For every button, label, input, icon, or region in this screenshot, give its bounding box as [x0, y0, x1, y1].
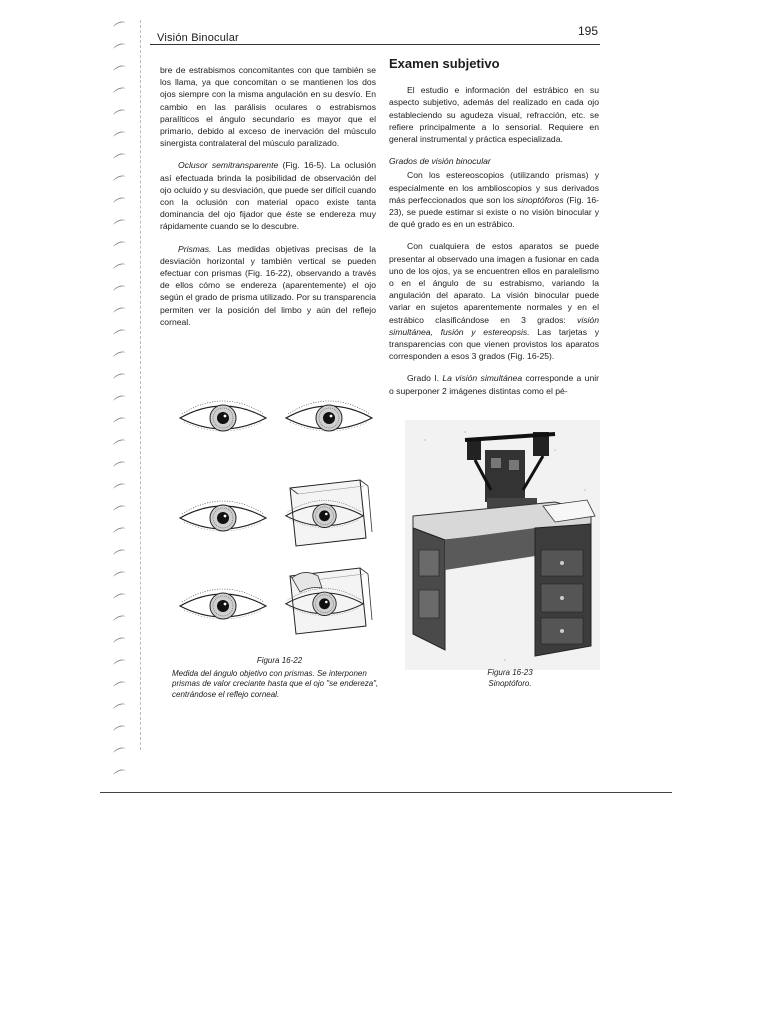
figure-number: Figura 16-23 [487, 668, 533, 677]
subsection-title: Grados de visión binocular [389, 156, 491, 167]
figure-16-22-caption [172, 656, 387, 700]
paragraph-text: (Fig. 16-5). La oclusión así efectuada brinda la posibilidad de observación del ojo ocluido y su desviación, que puede ser difícil cuando con la oclusión con material opaco existe tanta dominancia del ojo fijador que éste se endereza muy rápidamente cuando se lo descubre. [160, 160, 376, 232]
paragraph-text: Las tarjetas y transparencias con que vienen provistos los aparatos corresponden a esos 3 grados (Fig. 16-25). [389, 326, 599, 362]
figure-number: Figura 16-22 [256, 656, 303, 665]
paragraph: bre de estrabismos concomitantes con que también se los llama, ya que concomitan o se mantienen los dos ojos siempre con la misma angulación en su desvío. En cambio en las parálisis oculares o estrabismos paralíticos el ángulo secundario es mayor que el primario, debido al exceso de inervación del músculo sinergista contralateral del músculo paralizado. [160, 65, 376, 149]
running-head: Visión Binocular [157, 32, 239, 44]
spiral-binding-marks: ⌒ ⌒ ⌒ ⌒ ⌒ ⌒ ⌒ ⌒ ⌒ ⌒ ⌒ ⌒ ⌒ ⌒ ⌒ ⌒ ⌒ ⌒ ⌒ ⌒ ⌒ ⌒ ⌒ ⌒ ⌒ ⌒ ⌒ ⌒ ⌒ ⌒ ⌒ ⌒ ⌒ ⌒ ⌒ [112, 19, 130, 786]
figure-16-22-illustration [172, 392, 382, 652]
eye-icon [180, 501, 266, 531]
left-text-column [160, 64, 376, 338]
paragraph [160, 243, 376, 328]
term-italic: Prismas. [178, 243, 212, 254]
paragraph [389, 169, 599, 230]
term-italic: visión simultánea, fusión y estereopsis. [389, 314, 599, 337]
caption-text: Sinoptóforo. [488, 678, 532, 688]
page-bottom-edge [100, 792, 672, 793]
paragraph-text: Grado I. [407, 373, 443, 384]
binding-edge [140, 20, 142, 750]
paragraph: El estudio e información del estrábico en su aspecto subjetivo, además del realizado en cada ojo estableciendo su agudeza visual, refracción, etc. se refiere principalmente a lo sensorial. Requiere en general instrumental y práctica especializada. [389, 85, 599, 145]
term-italic: La visión simultánea [442, 373, 523, 384]
page-number: 195 [578, 24, 599, 38]
paragraph-text: Las medidas objetivas precisas de la desviación horizontal y también vertical se pueden efectuar con prismas (Fig. 16-22), observando a través de ellos cómo se endereza (aparentemente) el ojo según el grado de prisma utilizado. Por su transparencia permiten ver la posición del limbo y aún del reflejo corneal. [160, 243, 376, 327]
header-rule [150, 44, 600, 45]
paragraph [160, 159, 376, 232]
caption-text: Medida del ángulo objetivo con prismas. Se interponen prismas de valor creciante hasta que el ojo "se endereza", centrándose el reflejo corneal. [172, 668, 379, 699]
section-title: Examen subjetivo [389, 56, 500, 71]
eye-icon [286, 401, 372, 431]
eye-icon [180, 589, 266, 619]
paragraph [389, 372, 599, 396]
paragraph-text: (Fig. 16-23), se puede estimar si existe o no visión binocular y de qué grado es en un estrábico. [389, 194, 599, 230]
right-text-column [389, 58, 599, 407]
paragraph-text: Con cualquiera de estos aparatos se puede presentar al observado una imagen a fusionar en cada uno de los ojos, ya se encuentren ellos en paralelismo o en el ángulo de su estrabismo, variando la angulación del aparato. La visión binocular puede variar en sujetos aparentemente normales y en el estrábico clasificándose en 3 grados: [389, 241, 599, 325]
term-italic: sinoptóforos [516, 194, 564, 205]
paragraph [389, 240, 599, 362]
paragraph-text: corresponde a unir o superponer 2 imágenes distintas como el pé- [389, 373, 600, 396]
term-italic: Oclusor semitransparente [178, 160, 279, 171]
eye-icon [180, 401, 266, 431]
paragraph-text: Con los estereoscopios (utilizando prismas) y especialmente en los amblioscopios y sus derivados más perfeccionados que son los [389, 170, 599, 205]
figure-16-23-caption [470, 668, 550, 689]
figure-16-23-synoptophore-photo [405, 420, 600, 670]
